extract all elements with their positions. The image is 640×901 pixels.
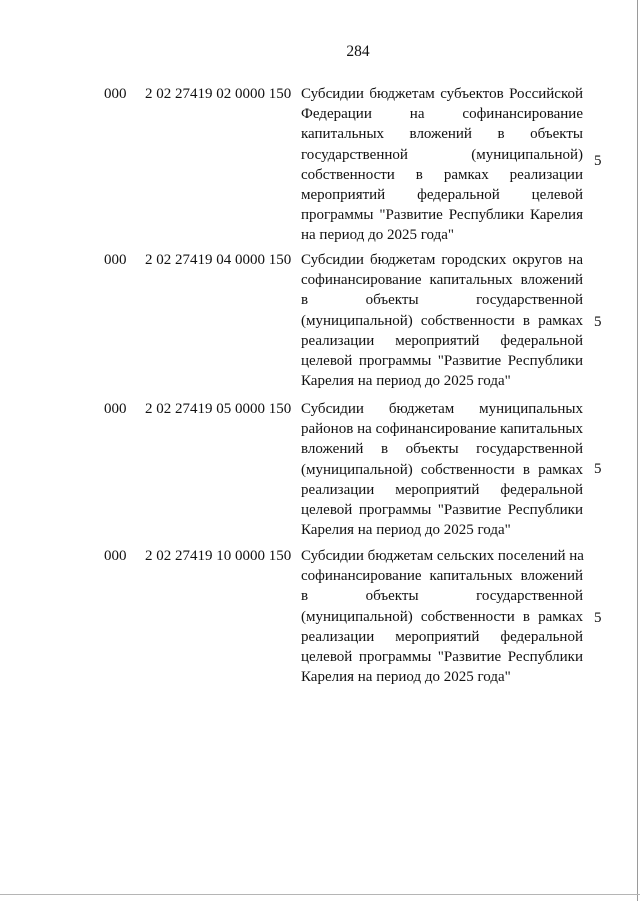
income-description [301,84,583,246]
description-line: капитальных вложений в объекты [301,126,583,143]
income-description [301,546,583,687]
description-line: реализации мероприятий федеральной [301,481,583,498]
description-line: (муниципальной) собственности в рамках [301,608,583,625]
description-line: собственности в рамках реализации [301,166,583,183]
description-line: мероприятий федеральной целевой [301,186,583,203]
budget-classification-code: 2 02 27419 04 0000 150 [145,252,292,268]
description-line: Карелия на период до 2025 года" [301,522,511,539]
description-line: в объекты государственной [301,588,583,605]
description-line: софинансирование капитальных вложений [301,272,583,289]
amount: 5 [594,461,602,477]
description-line: реализации мероприятий федеральной [301,628,583,645]
description-line: программы "Развитие Республики Карелия [301,207,583,224]
page-number: 284 [346,43,370,60]
description-line: (муниципальной) собственности в рамках [301,461,583,478]
admin-code: 000 [104,548,127,564]
amount: 5 [594,610,602,626]
budget-classification-code: 2 02 27419 05 0000 150 [145,401,292,417]
description-line: софинансирование капитальных вложений [301,568,583,585]
budget-classification-code: 2 02 27419 02 0000 150 [145,86,292,102]
description-line: Субсидии бюджетам сельских поселений на [301,548,584,564]
admin-code: 000 [104,401,127,417]
admin-code: 000 [104,86,127,102]
description-line: целевой программы "Развитие Республики [301,648,583,665]
admin-code: 000 [104,252,127,268]
amount: 5 [594,153,602,169]
description-line: целевой программы "Развитие Республики [301,352,583,369]
income-description [301,399,583,540]
description-line: вложений в объекты государственной [301,441,583,458]
description-line: в объекты государственной [301,292,583,309]
description-line: Федерации на софинансирование [301,106,583,123]
page-edge-bottom [0,894,640,895]
description-line: Субсидии бюджетам субъектов Российской [301,86,583,102]
description-line: государственной (муниципальной) [301,146,583,163]
income-description [301,250,583,391]
description-line: на период до 2025 года" [301,227,454,244]
description-line: целевой программы "Развитие Республики [301,501,583,518]
description-line: Карелия на период до 2025 года" [301,669,511,686]
description-line: районов на софинансирование капитальных [301,421,583,438]
description-line: Субсидии бюджетам муниципальных [301,401,583,417]
page-edge-right [637,0,638,901]
description-line: Карелия на период до 2025 года" [301,373,511,390]
description-line: (муниципальной) собственности в рамках [301,312,583,329]
description-line: Субсидии бюджетам городских округов на [301,252,583,268]
description-line: реализации мероприятий федеральной [301,332,583,349]
budget-classification-code: 2 02 27419 10 0000 150 [145,548,292,564]
amount: 5 [594,314,602,330]
